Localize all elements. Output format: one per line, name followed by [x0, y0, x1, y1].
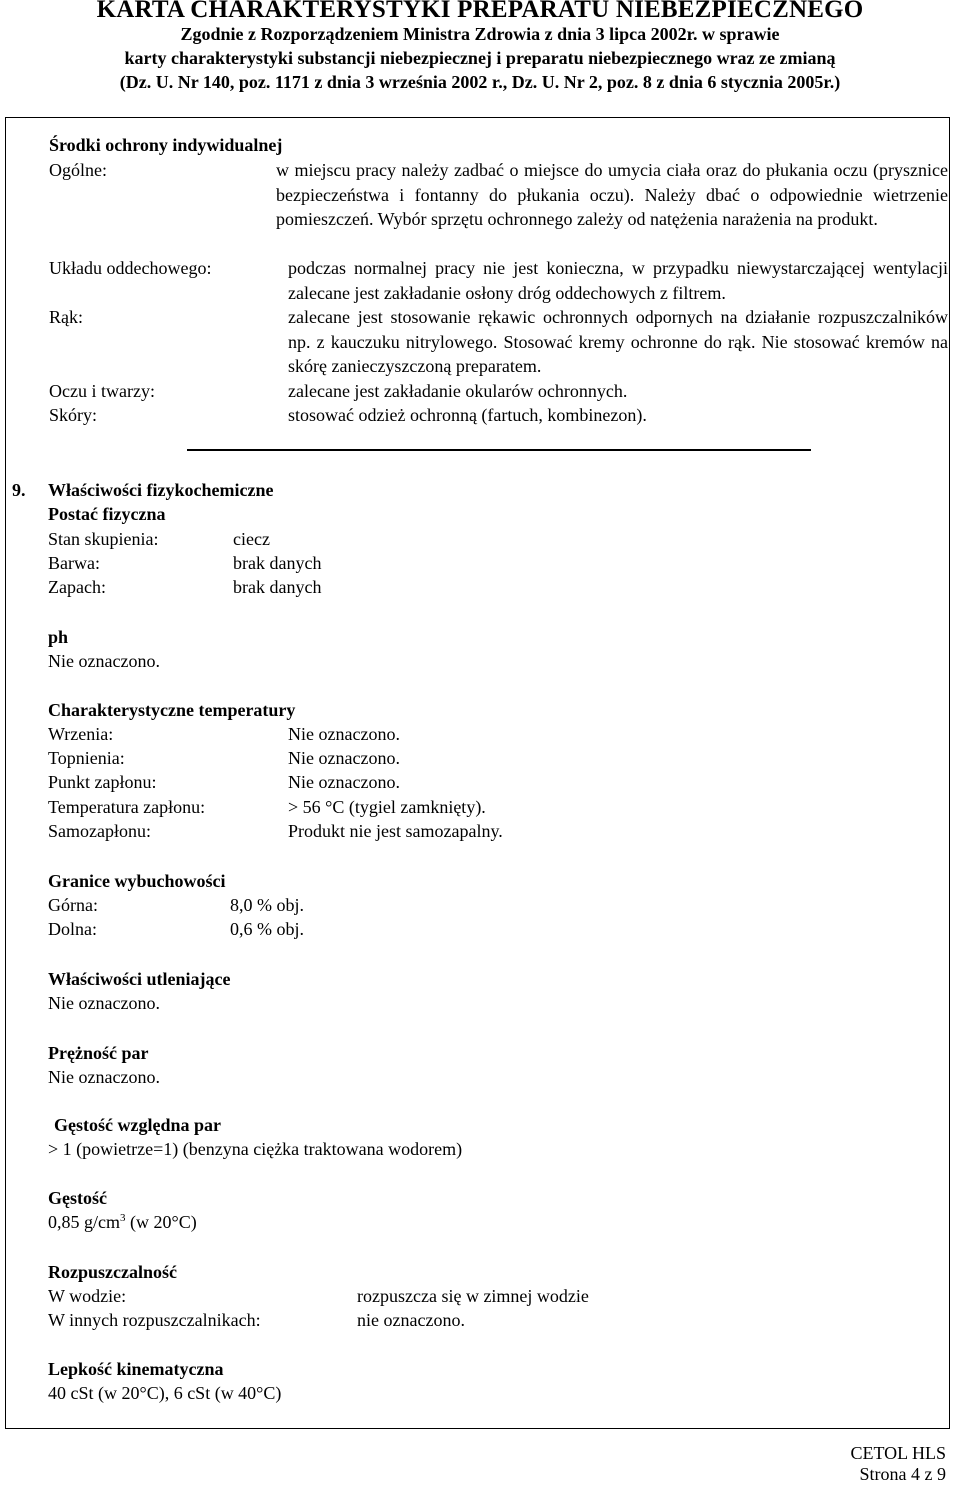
- explosive-value: 0,6 % obj.: [230, 919, 304, 939]
- temps-value: Nie oznaczono.: [288, 748, 400, 768]
- temps-heading: Charakterystyczne temperatury: [48, 700, 296, 720]
- physical-label: Stan skupienia:: [48, 529, 159, 549]
- solubility-label: W innych rozpuszczalnikach:: [48, 1310, 261, 1330]
- oxidizing-value: Nie oznaczono.: [48, 993, 160, 1013]
- solubility-heading: Rozpuszczalność: [48, 1262, 177, 1282]
- density-number: 0,85 g/cm: [48, 1212, 120, 1232]
- regulation-line-2: karty charakterystyki substancji niebezpiecznej i preparatu niebezpiecznego wraz ze zmianą: [124, 48, 836, 68]
- physical-value: ciecz: [233, 529, 270, 549]
- document-header: [0, 0, 960, 94]
- vapor-pressure-heading: Prężność par: [48, 1043, 149, 1063]
- solubility-value: rozpuszcza się w zimnej wodzie: [357, 1286, 589, 1306]
- vapor-density-value: > 1 (powietrze=1) (benzyna ciężka traktowana wodorem): [48, 1139, 463, 1159]
- ppe-text-skin: stosować odzież ochronną (fartuch, kombinezon).: [288, 405, 647, 425]
- vapor-pressure-value: Nie oznaczono.: [48, 1067, 160, 1087]
- ph-value: Nie oznaczono.: [48, 651, 160, 671]
- ppe-text-eyes: zalecane jest zakładanie okularów ochronnych.: [288, 381, 628, 401]
- section-9-number: 9.: [12, 480, 26, 500]
- document-title: KARTA CHARAKTERYSTYKI PREPARATU NIEBEZPIECZNEGO: [96, 0, 864, 23]
- temps-value: > 56 °C (tygiel zamknięty).: [288, 797, 486, 817]
- physical-value: brak danych: [233, 577, 322, 597]
- ppe-text-hands: zalecane jest stosowanie rękawic ochronnych odpornych na działanie rozpuszczalników np. z kauczuku nitrylowego. Stosować kremy ochronne do rąk. Nie stosować kremów na skórę zanieczyszczoną preparatem.: [288, 307, 948, 376]
- physical-label: Barwa:: [48, 553, 100, 573]
- page-number: Strona 4 z 9: [859, 1464, 946, 1484]
- explosive-value: 8,0 % obj.: [230, 895, 304, 915]
- ph-heading: ph: [48, 627, 69, 647]
- ppe-heading: Środki ochrony indywidualnej: [49, 135, 283, 155]
- section-9-heading: Właściwości fizykochemiczne: [48, 480, 274, 500]
- ppe-label-general: Ogólne:: [49, 160, 107, 180]
- explosive-label: Dolna:: [48, 919, 97, 939]
- viscosity-value: 40 cSt (w 20°C), 6 cSt (w 40°C): [48, 1383, 282, 1403]
- ppe-label-hands: Rąk:: [49, 307, 83, 327]
- page-footer: [850, 1443, 946, 1485]
- regulation-line-1: Zgodnie z Rozporządzeniem Ministra Zdrowia z dnia 3 lipca 2002r. w sprawie: [180, 24, 780, 44]
- footer-company: CETOL HLS: [850, 1443, 946, 1463]
- density-exponent: 3: [120, 1212, 126, 1224]
- density-condition: (w 20°C): [125, 1212, 197, 1232]
- density-heading: Gęstość: [48, 1188, 107, 1208]
- temps-label: Topnienia:: [48, 748, 125, 768]
- ppe-text-respiratory: podczas normalnej pracy nie jest konieczna, w przypadku niewystarczającej wentylacji zalecane jest zakładanie osłony dróg oddechowych z filtrem.: [288, 258, 948, 303]
- oxidizing-heading: Właściwości utleniające: [48, 969, 231, 989]
- density-value: [48, 1210, 197, 1234]
- explosive-label: Górna:: [48, 895, 98, 915]
- physical-value: brak danych: [233, 553, 322, 573]
- temps-label: Wrzenia:: [48, 724, 114, 744]
- physical-label: Zapach:: [48, 577, 106, 597]
- temps-label: Samozapłonu:: [48, 821, 151, 841]
- solubility-label: W wodzie:: [48, 1286, 127, 1306]
- ppe-label-skin: Skóry:: [49, 405, 98, 425]
- ppe-label-eyes: Oczu i twarzy:: [49, 381, 155, 401]
- temps-label: Temperatura zapłonu:: [48, 797, 206, 817]
- viscosity-heading: Lepkość kinematyczna: [48, 1359, 224, 1379]
- solubility-value: nie oznaczono.: [357, 1310, 465, 1330]
- temps-value: Nie oznaczono.: [288, 724, 400, 744]
- ppe-text-general: w miejscu pracy należy zadbać o miejsce do umycia ciała oraz do płukania oczu (prysznice bezpieczeństwa i fontanny do płukania oczu). Należy dbać o odpowiednie wietrzenie pomieszczeń. Wybór sprzętu ochronnego zależy od natężenia narażenia na produkt.: [276, 160, 948, 229]
- temps-label: Punkt zapłonu:: [48, 772, 157, 792]
- temps-value: Nie oznaczono.: [288, 772, 400, 792]
- section-divider: [187, 449, 811, 451]
- temps-value: Produkt nie jest samozapalny.: [288, 821, 503, 841]
- vapor-density-heading: Gęstość względna par: [54, 1115, 221, 1135]
- explosive-heading: Granice wybuchowości: [48, 871, 226, 891]
- physical-form-heading: Postać fizyczna: [48, 504, 166, 524]
- regulation-line-3: (Dz. U. Nr 140, poz. 1171 z dnia 3 września 2002 r., Dz. U. Nr 2, poz. 8 z dnia 6 stycznia 2005r.): [119, 72, 841, 92]
- ppe-label-respiratory: Układu oddechowego:: [49, 258, 212, 278]
